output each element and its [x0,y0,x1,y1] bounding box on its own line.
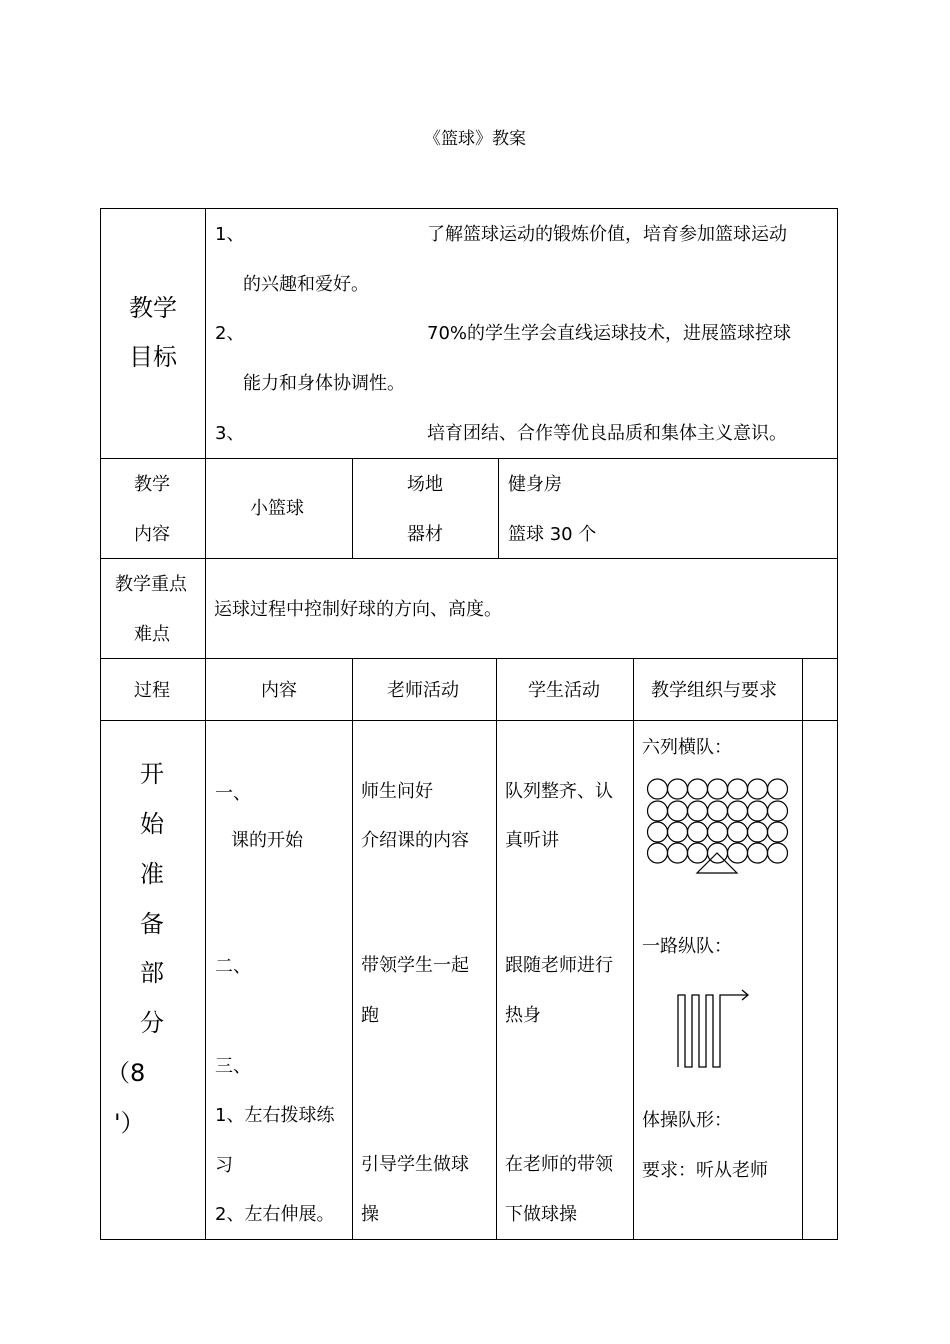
objective-text: 培育团结、合作等优良品质和集体主义意识。 [427,423,787,444]
teacher-activity: 介绍课的内容 [361,830,469,851]
student-activity: 真听讲 [505,830,559,851]
objective-text: 70%的学生学会直线运球技术，进展篮球控球 [427,323,792,344]
document-title: 《篮球》教案 [424,129,526,149]
section-label-char: 分 [140,1009,164,1037]
content-header: 内容 [134,524,170,545]
organization-text: 六列横队： [642,737,732,758]
student-activity: 在老师的带领 [505,1154,613,1175]
section-label-char: 部 [140,959,164,987]
content-item: 2、左右伸展。 [215,1204,335,1225]
teacher-activity: 操 [361,1204,379,1225]
column-header-student: 学生活动 [528,680,600,701]
objectives-header: 教学 [129,294,177,322]
organization-text: 一路纵队： [642,936,732,957]
objective-text: 的兴趣和爱好。 [243,274,369,295]
objective-number: 3、 [215,423,245,444]
objective-number: 2、 [215,323,245,344]
teacher-activity: 师生问好 [361,781,433,802]
content-item: 二、 [215,956,251,977]
objective-text: 能力和身体协调性。 [243,373,405,394]
content-item: 1、左右拨球练 [215,1105,335,1126]
content-item: 一、 [215,783,251,804]
column-header-content: 内容 [261,680,297,701]
student-activity: 队列整齐、认 [505,781,613,802]
teacher-activity: 引导学生做球 [361,1154,469,1175]
content-item: 习 [215,1155,233,1176]
student-activity: 热身 [505,1005,541,1026]
organization-text: 体操队形： [642,1110,732,1131]
keypoints-text: 运球过程中控制好球的方向、高度。 [214,599,502,620]
section-label-char: 准 [140,860,164,888]
venue-label: 场地 [407,474,443,495]
content-value: 小篮球 [250,498,304,519]
section-duration: '） [114,1109,145,1137]
keypoints-header: 难点 [134,624,170,645]
column-header-teacher: 老师活动 [387,680,459,701]
content-header: 教学 [134,474,170,495]
student-activity: 跟随老师进行 [505,955,613,976]
objective-number: 1、 [215,224,245,245]
equipment-value: 篮球 30 个 [508,524,597,545]
column-header-organization: 教学组织与要求 [651,680,777,701]
equipment-label: 器材 [407,524,443,545]
six-row-formation-diagram [642,772,792,882]
venue-value: 健身房 [508,474,562,495]
section-label-char: 备 [140,910,164,938]
organization-text: 要求：听从老师 [642,1160,768,1181]
keypoints-header: 教学重点 [115,574,187,595]
section-label-char: 始 [140,810,164,838]
column-header-process: 过程 [134,680,170,701]
teacher-activity: 带领学生一起 [361,955,469,976]
content-item: 课的开始 [231,830,303,851]
objectives-header: 目标 [129,343,177,371]
content-item: 三、 [215,1056,251,1077]
objective-text: 了解篮球运动的锻炼价值，培育参加篮球运动 [427,224,787,245]
section-duration: （8 [106,1059,146,1087]
single-column-route-diagram [668,982,768,1072]
teacher-activity: 跑 [361,1005,379,1026]
student-activity: 下做球操 [505,1204,577,1225]
section-label-char: 开 [140,760,164,788]
